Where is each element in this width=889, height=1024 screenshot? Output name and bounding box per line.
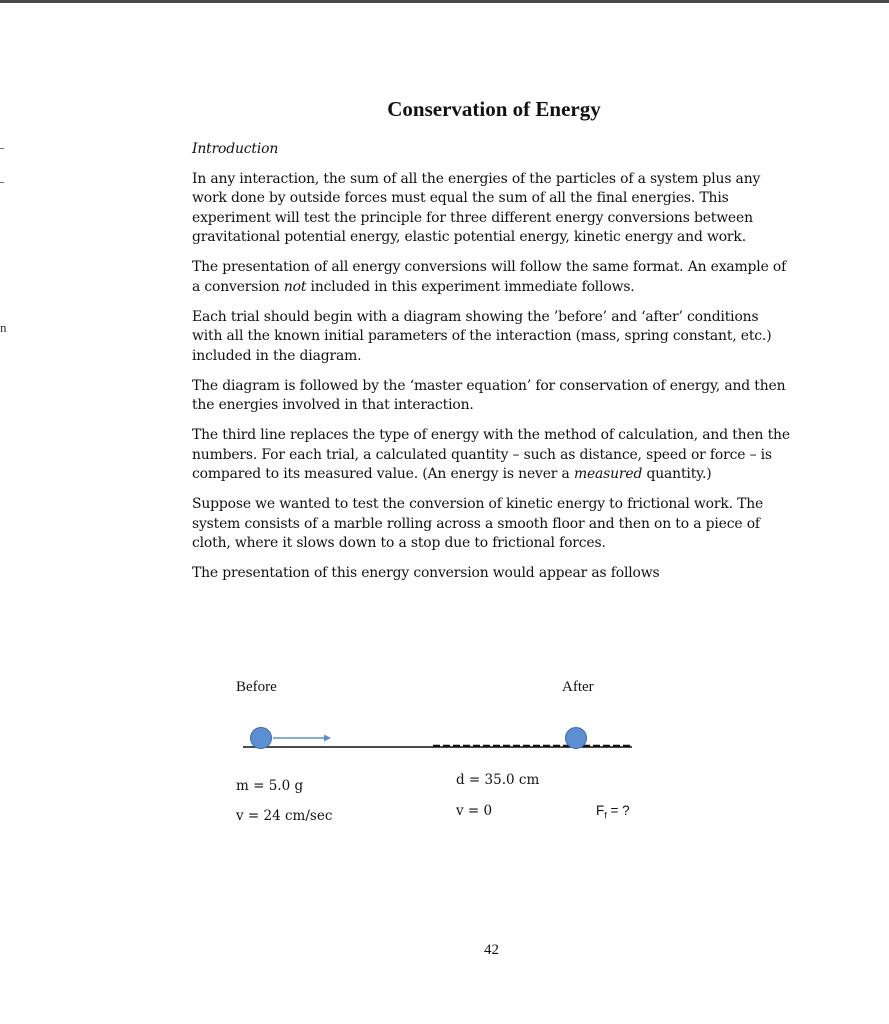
velocity-arrow-head bbox=[324, 735, 331, 742]
section-heading: Introduction bbox=[192, 141, 279, 157]
paragraph: In any interaction, the sum of all the energies of the particles of a system plus any work done by outside forces must equal the sum of all the final energies. This experiment will test the principle for three different energy conversions between gravitational potential energy, elastic potential energy, kinetic energy and work. bbox=[192, 170, 761, 245]
emphasis: not bbox=[283, 278, 307, 295]
mass-value: m = 5.0 g bbox=[236, 778, 304, 794]
paragraph-text: included in this experiment immediate follows. bbox=[306, 278, 635, 295]
before-label: Before bbox=[236, 679, 277, 695]
paragraph: The presentation of this energy conversion would appear as follows bbox=[192, 565, 660, 581]
paragraph-text: quantity.) bbox=[642, 466, 712, 482]
friction-force-unknown: = ? bbox=[606, 803, 630, 818]
distance-value: d = 35.0 cm bbox=[456, 772, 540, 788]
marble-before bbox=[251, 728, 272, 749]
paragraph: The diagram is followed by the ‘master equation’ for conservation of energy, and then the energies involved in that interaction. bbox=[192, 377, 786, 413]
page-title: Conservation of Energy bbox=[387, 97, 601, 121]
paragraph: Suppose we wanted to test the conversion of kinetic energy to frictional work. The system consists of a marble rolling across a smooth floor and then on to a piece of cloth, where it slows down to a stop due to frictional forces. bbox=[192, 496, 764, 551]
paragraph-text: The third line replaces the type of energy with the method of calculation, and then the numbers. For each trial, a calculated quantity – such as distance, speed or force – is compared to its measured value. (An energy is never a bbox=[192, 427, 790, 482]
friction-force-subscript: f bbox=[604, 810, 607, 821]
friction-force-symbol: F bbox=[596, 803, 605, 818]
paragraph: Each trial should begin with a diagram showing the ’before’ and ‘after’ conditions with all the known initial parameters of the interaction (mass, spring constant, etc.) included in the diagram. bbox=[192, 308, 772, 364]
after-label: After bbox=[562, 679, 594, 695]
emphasis: measured bbox=[573, 466, 643, 482]
initial-velocity-value: v = 24 cm/sec bbox=[236, 808, 333, 824]
final-velocity-value: v = 0 bbox=[456, 803, 493, 819]
friction-force-value bbox=[596, 803, 630, 821]
page-number: 42 bbox=[484, 942, 499, 958]
edge-text-fragment: n bbox=[0, 320, 7, 335]
paragraph-text: The presentation of all energy conversions will follow the same format. An example of a conversion bbox=[192, 259, 787, 295]
marble-after bbox=[566, 728, 587, 749]
